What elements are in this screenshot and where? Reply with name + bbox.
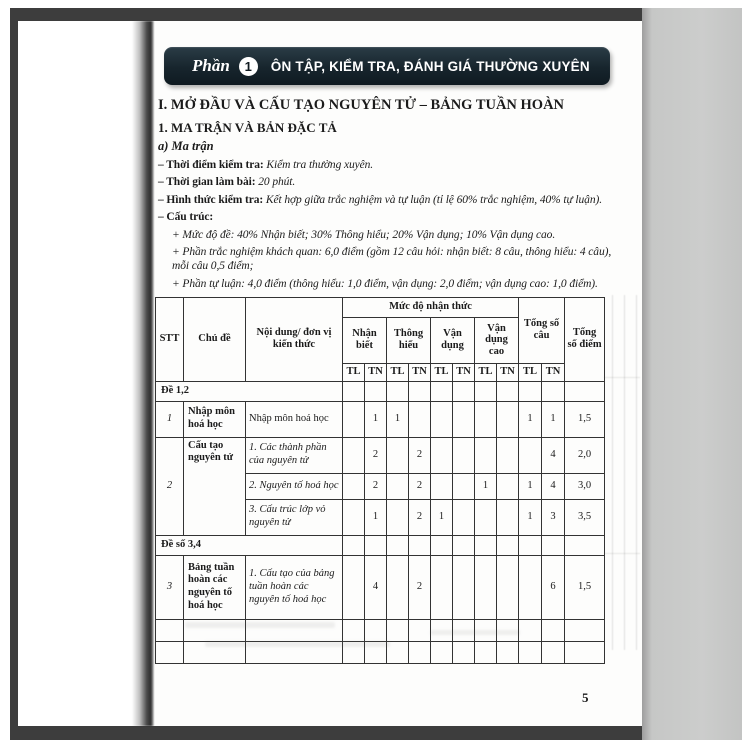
- empty-cell: [343, 619, 365, 641]
- empty-cell: [497, 535, 519, 555]
- empty-cell: [565, 641, 605, 663]
- empty-cell: [343, 641, 365, 663]
- empty-cell: [409, 381, 431, 401]
- cell-tong-tl: [519, 555, 542, 619]
- bullet-line: [158, 193, 642, 207]
- cell-vd-tl: [431, 401, 453, 437]
- empty-cell: [519, 381, 542, 401]
- cell-tong-tl: 1: [519, 499, 542, 535]
- col-header-chu-de: Chủ đề: [184, 297, 246, 381]
- cell-tong-tn: 1: [542, 401, 565, 437]
- cell-vd-tn: [453, 401, 475, 437]
- cell-nb-tn: 2: [365, 473, 387, 499]
- cell-stt: 3: [156, 555, 184, 619]
- bullet-label: – Thời điểm kiểm tra:: [158, 158, 264, 171]
- tl-header: TL: [343, 363, 365, 381]
- section-heading: I. MỞ ĐẦU VÀ CẤU TẠO NGUYÊN TỬ – BẢNG TUẦN HOÀN: [158, 97, 565, 113]
- empty-cell: [409, 535, 431, 555]
- part-label: Phần: [192, 56, 230, 75]
- part-number-badge: 1: [239, 57, 258, 76]
- cell-vd-tl: 1: [431, 499, 453, 535]
- empty-cell: [184, 641, 246, 663]
- cell-nb-tn: 1: [365, 499, 387, 535]
- cell-content: 3. Cấu trúc lớp vỏ nguyên tử: [246, 499, 343, 535]
- empty-cell: [453, 619, 475, 641]
- tl-header: TL: [431, 363, 453, 381]
- bullet-text: Kiểm tra thường xuyên.: [266, 158, 374, 171]
- level-header: Nhận biết: [343, 317, 387, 363]
- cell-diem: 3,5: [565, 499, 605, 535]
- bullet-line: [158, 158, 642, 172]
- col-header-tong-so-cau: Tổng số câu: [519, 297, 565, 363]
- empty-cell: [246, 641, 343, 663]
- cell-tong-tn: 3: [542, 499, 565, 535]
- tl-header: TL: [475, 363, 497, 381]
- col-header-stt: STT: [156, 297, 184, 381]
- cell-vdc-tl: [475, 401, 497, 437]
- cell-th-tn: 2: [409, 473, 431, 499]
- cell-th-tl: [387, 499, 409, 535]
- tn-header: TN: [365, 363, 387, 381]
- empty-cell: [387, 381, 409, 401]
- cell-nb-tn: 1: [365, 401, 387, 437]
- empty-cell: [343, 535, 365, 555]
- tl-header: TL: [519, 363, 542, 381]
- bullet-text: 20 phút.: [258, 176, 296, 189]
- cell-th-tl: [387, 473, 409, 499]
- cell-stt: 2: [156, 437, 184, 535]
- cell-vdc-tl: [475, 437, 497, 473]
- empty-cell: [542, 641, 565, 663]
- cell-nb-tl: [343, 437, 365, 473]
- scan-edge-bottom: [10, 726, 642, 740]
- cell-vd-tl: [431, 473, 453, 499]
- tn-header: TN: [542, 363, 565, 381]
- cell-topic: Cấu tạo nguyên tử: [184, 437, 246, 535]
- col-header-noi-dung: Nội dung/ đơn vị kiến thức: [246, 297, 343, 381]
- empty-cell: [497, 381, 519, 401]
- cell-content: Nhập môn hoá học: [246, 401, 343, 437]
- cell-vd-tn: [453, 437, 475, 473]
- scan-edge-left: [10, 8, 18, 740]
- cell-vdc-tn: [497, 401, 519, 437]
- cell-nb-tl: [343, 473, 365, 499]
- cell-th-tn: 2: [409, 499, 431, 535]
- empty-cell: [156, 619, 184, 641]
- cell-vd-tn: [453, 555, 475, 619]
- level-header: Vận dụng: [431, 317, 475, 363]
- empty-cell: [365, 381, 387, 401]
- cell-content: 1. Các thành phần của nguyên tử: [246, 437, 343, 473]
- empty-cell: [519, 619, 542, 641]
- cell-vdc-tl: [475, 555, 497, 619]
- tl-header: TL: [387, 363, 409, 381]
- page-number: 5: [582, 690, 589, 705]
- empty-cell: [542, 619, 565, 641]
- empty-cell: [542, 381, 565, 401]
- cell-vdc-tl: [475, 499, 497, 535]
- empty-cell: [565, 381, 605, 401]
- section-row-de34: Đề số 3,4: [156, 535, 343, 555]
- empty-cell: [453, 535, 475, 555]
- matrix-table: [155, 297, 605, 664]
- cell-vdc-tn: [497, 437, 519, 473]
- section-row-de12: Đề 1,2: [156, 381, 343, 401]
- bullet-line: [158, 175, 642, 189]
- empty-cell: [453, 641, 475, 663]
- empty-cell: [475, 641, 497, 663]
- empty-cell: [156, 641, 184, 663]
- empty-cell: [387, 535, 409, 555]
- tn-header: TN: [453, 363, 475, 381]
- book-spine-shadow: [132, 21, 154, 726]
- level-header: Thông hiểu: [387, 317, 431, 363]
- subsubsection-heading: a) Ma trận: [158, 139, 214, 153]
- bullet-line: [158, 210, 642, 224]
- empty-cell: [475, 381, 497, 401]
- cell-tong-tn: 4: [542, 437, 565, 473]
- bullet-label: – Thời gian làm bài:: [158, 176, 256, 189]
- cell-vdc-tl: 1: [475, 473, 497, 499]
- col-header-tong-so-diem: Tổng số điểm: [565, 297, 605, 381]
- page-content: [154, 21, 642, 726]
- empty-cell: [365, 619, 387, 641]
- empty-cell: [184, 619, 246, 641]
- empty-cell: [497, 619, 519, 641]
- empty-cell: [497, 641, 519, 663]
- empty-cell: [431, 381, 453, 401]
- empty-cell: [542, 535, 565, 555]
- cell-th-tl: [387, 555, 409, 619]
- tn-header: TN: [409, 363, 431, 381]
- cell-topic: Nhập môn hoá học: [184, 401, 246, 437]
- part-banner: [164, 47, 610, 85]
- cell-vdc-tn: [497, 473, 519, 499]
- cell-tong-tl: [519, 437, 542, 473]
- level-header: Vận dụng cao: [475, 317, 519, 363]
- empty-cell: [246, 619, 343, 641]
- empty-cell: [365, 641, 387, 663]
- cell-tong-tl: 1: [519, 473, 542, 499]
- cell-diem: 3,0: [565, 473, 605, 499]
- cell-nb-tl: [343, 499, 365, 535]
- cell-nb-tn: 2: [365, 437, 387, 473]
- sub-bullet-text: mỗi câu 0,5 điểm;: [172, 260, 254, 273]
- cell-stt: 1: [156, 401, 184, 437]
- tn-header: TN: [497, 363, 519, 381]
- cell-vd-tl: [431, 437, 453, 473]
- empty-cell: [565, 619, 605, 641]
- cell-tong-tl: 1: [519, 401, 542, 437]
- cell-topic: Bảng tuần hoàn các nguyên tố hoá học: [184, 555, 246, 619]
- empty-cell: [409, 619, 431, 641]
- cell-nb-tl: [343, 555, 365, 619]
- cell-content: 2. Nguyên tố hoá học: [246, 473, 343, 499]
- empty-cell: [343, 381, 365, 401]
- cell-vd-tn: [453, 499, 475, 535]
- empty-cell: [453, 381, 475, 401]
- cell-nb-tl: [343, 401, 365, 437]
- cell-th-tn: [409, 401, 431, 437]
- empty-cell: [431, 619, 453, 641]
- cell-vdc-tn: [497, 555, 519, 619]
- empty-cell: [387, 641, 409, 663]
- cell-diem: 2,0: [565, 437, 605, 473]
- sub-bullet-line: [172, 245, 642, 273]
- cell-th-tl: 1: [387, 401, 409, 437]
- empty-cell: [431, 535, 453, 555]
- scan-edge-top: [10, 8, 642, 21]
- cell-diem: 1,5: [565, 401, 605, 437]
- part-title: ÔN TẬP, KIỂM TRA, ĐÁNH GIÁ THƯỜNG XUYÊN: [270, 58, 590, 74]
- empty-cell: [387, 619, 409, 641]
- cell-nb-tn: 4: [365, 555, 387, 619]
- cell-diem: 1,5: [565, 555, 605, 619]
- empty-cell: [519, 641, 542, 663]
- empty-cell: [565, 535, 605, 555]
- cell-th-tn: 2: [409, 437, 431, 473]
- bullet-text: Kết hợp giữa trắc nghiệm và tự luận (tỉ lệ 60% trắc nghiệm, 40% tự luận).: [265, 193, 602, 206]
- cell-tong-tn: 4: [542, 473, 565, 499]
- sub-bullet-line: + Mức độ đề: 40% Nhận biết; 30% Thông hiểu; 20% Vận dụng; 10% Vận dụng cao.: [172, 228, 556, 241]
- subsection-heading: 1. MA TRẬN VÀ BẢN ĐẶC TẢ: [158, 120, 337, 135]
- cell-content: 1. Cấu tạo của bảng tuần hoàn các nguyên tố hoá học: [246, 555, 343, 619]
- empty-cell: [475, 535, 497, 555]
- cell-vd-tl: [431, 555, 453, 619]
- empty-cell: [409, 641, 431, 663]
- bullet-label: – Cấu trúc:: [158, 211, 214, 224]
- cell-vdc-tn: [497, 499, 519, 535]
- cell-th-tn: 2: [409, 555, 431, 619]
- cell-vd-tn: [453, 473, 475, 499]
- empty-cell: [431, 641, 453, 663]
- col-header-muc-do: Mức độ nhận thức: [343, 297, 519, 317]
- sub-bullet-text: + Phần trắc nghiệm khách quan: 6,0 điểm (gồm 12 câu hỏi: nhận biết: 8 câu, thông hiểu: 4 câu),: [172, 246, 612, 259]
- empty-cell: [365, 535, 387, 555]
- scan-margin-right: [642, 8, 742, 740]
- empty-cell: [519, 535, 542, 555]
- empty-cell: [475, 619, 497, 641]
- bullet-label: – Hình thức kiểm tra:: [158, 193, 264, 206]
- cell-tong-tn: 6: [542, 555, 565, 619]
- sub-bullet-line: + Phần tự luận: 4,0 điểm (thông hiểu: 1,0 điểm, vận dụng: 2,0 điểm; vận dụng cao: 1,0 điểm).: [172, 277, 598, 290]
- cell-th-tl: [387, 437, 409, 473]
